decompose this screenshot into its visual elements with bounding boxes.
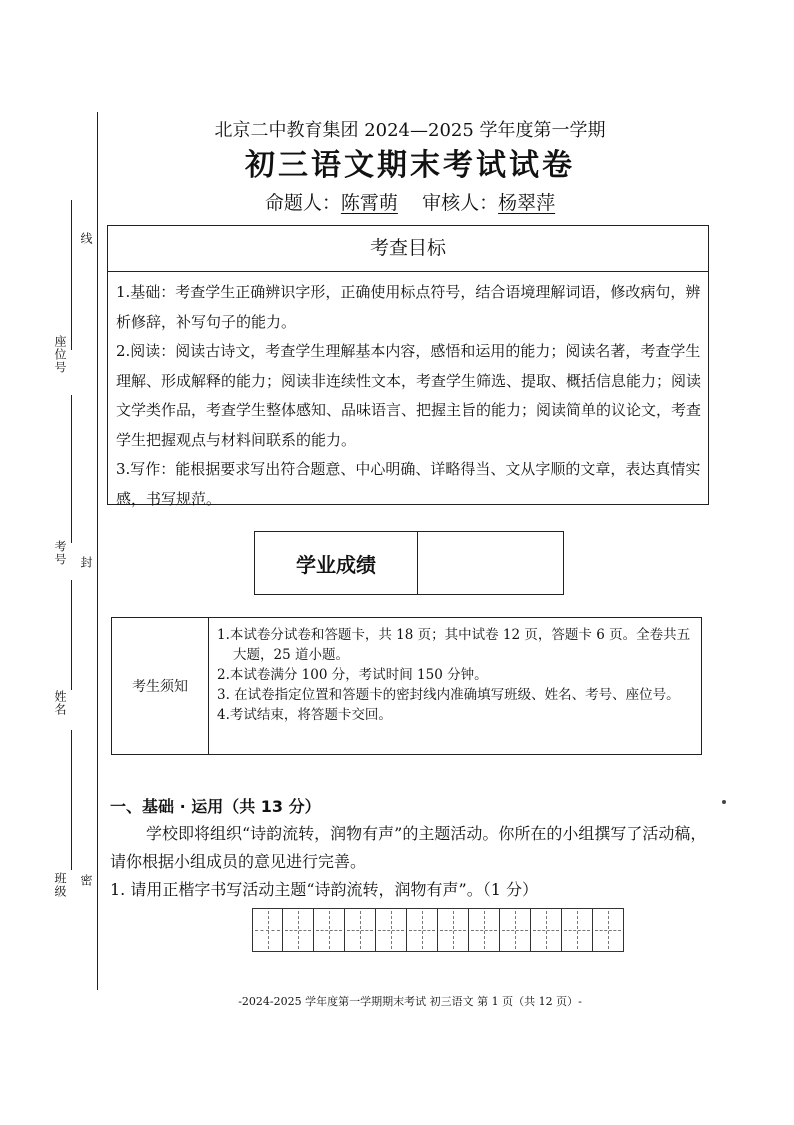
writing-cell[interactable]	[500, 908, 531, 952]
notice-item: 3. 在试卷指定位置和答题卡的密封线内准确填写班级、姓名、考号、座位号。	[217, 687, 680, 703]
goal-item: 2.阅读：阅读古诗文，考查学生理解基本内容，感悟和运用的能力；阅读名著，考查学生理解、形成解释的能力；阅读非连续性文本，考查学生筛选、提取、概括信息能力；阅读文学类作品，考查学生整体感知、品味语言、把握主旨的能力；阅读简单的议论文，考查学生把握观点与材料间联系的能力。	[116, 342, 702, 449]
secret-label: 密	[79, 874, 93, 887]
goals-box	[107, 225, 709, 508]
writing-cell[interactable]	[252, 908, 283, 952]
exam-authors	[110, 188, 710, 215]
goals-body	[108, 272, 708, 514]
seat-field-line	[71, 200, 72, 350]
writing-cell[interactable]	[593, 908, 624, 952]
exam-no-field-line	[71, 395, 72, 543]
notice-item: 1.本试卷分试卷和答题卡，共 18 页；其中试卷 12 页，答题卡 6 页。全卷共五大题，25 道小题。	[217, 627, 691, 663]
seat-label: 座位号	[53, 335, 67, 374]
notice-label: 考生须知	[112, 618, 209, 754]
name-label: 姓名	[53, 690, 67, 716]
goals-title: 考查目标	[108, 226, 708, 272]
scan-dot	[722, 800, 726, 804]
score-entry-cell[interactable]	[418, 532, 563, 594]
binding-line	[97, 112, 98, 990]
writing-cell[interactable]	[314, 908, 345, 952]
writing-cell[interactable]	[407, 908, 438, 952]
notice-box	[111, 617, 702, 755]
setter-name: 陈霄萌	[340, 192, 398, 214]
setter-label: 命题人：	[264, 192, 341, 214]
writing-cell[interactable]	[562, 908, 593, 952]
writing-cell[interactable]	[531, 908, 562, 952]
exam-subtitle: 北京二中教育集团 2024—2025 学年度第一学期	[214, 120, 606, 141]
notice-item: 2.本试卷满分 100 分，考试时间 150 分钟。	[217, 667, 488, 683]
exam-no-label: 考号	[53, 540, 67, 566]
seal-label: 封	[79, 556, 93, 569]
section-intro: 学校即将组织“诗韵流转，润物有声”的主题活动。你所在的小组撰写了活动稿，请你根据小组成员的意见进行完善。	[110, 824, 707, 871]
binding-line-label: 线	[79, 232, 93, 245]
section-title: 一、基础 · 运用（共 13 分）	[110, 797, 321, 816]
writing-cell[interactable]	[376, 908, 407, 952]
score-label: 学业成绩	[255, 532, 418, 594]
page-footer: -2024-2025 学年度第一学期期末考试 初三语文 第 1 页（共 12 页）-	[238, 995, 582, 1008]
writing-cell[interactable]	[469, 908, 500, 952]
class-field-line	[71, 730, 72, 870]
reviewer-name: 杨翠萍	[498, 192, 556, 214]
score-box	[254, 531, 564, 595]
writing-grid	[252, 908, 624, 952]
exam-title: 初三语文期末考试试卷	[245, 148, 575, 183]
notice-item: 4.考试结束，将答题卡交回。	[217, 707, 392, 723]
class-label: 班级	[53, 872, 67, 898]
reviewer-label: 审核人：	[422, 192, 499, 214]
question-1: 1. 请用正楷字书写活动主题“诗韵流转，润物有声”。（1 分）	[110, 880, 538, 899]
goal-item: 1.基础：考查学生正确辨识字形，正确使用标点符号，结合语境理解词语，修改病句，辨析修辞，补写句子的能力。	[116, 283, 701, 331]
goal-item: 3.写作：能根据要求写出符合题意、中心明确、详略得当、文从字顺的文章，表达真情实感，书写规范。	[116, 460, 701, 508]
writing-cell[interactable]	[345, 908, 376, 952]
name-field-line	[71, 580, 72, 690]
notice-body	[209, 618, 701, 754]
writing-cell[interactable]	[283, 908, 314, 952]
writing-cell[interactable]	[438, 908, 469, 952]
